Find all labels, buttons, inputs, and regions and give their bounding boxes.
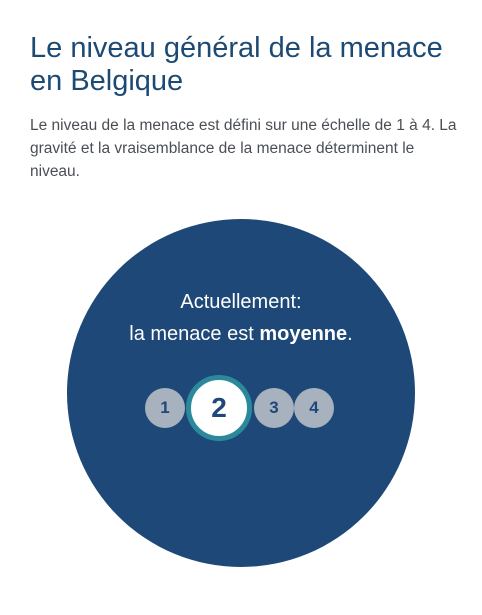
page-title: Le niveau général de la menace en Belgique — [30, 32, 443, 97]
status-suffix: . — [347, 323, 353, 345]
status-prefix: la menace est — [129, 323, 260, 345]
level-4-badge: 4 — [294, 388, 334, 428]
level-3-badge: 3 — [254, 388, 294, 428]
status-label: Actuellement: — [180, 291, 302, 313]
intro-text: Le niveau de la menace est défini sur une échelle de 1 à 4. La gravité et la vraisemblance de la menace déterminent le niveau. — [30, 117, 457, 180]
level-1-badge: 1 — [145, 388, 185, 428]
level-2-badge-active: 2 — [186, 375, 252, 441]
status-text — [67, 323, 415, 346]
threat-level-circle — [67, 219, 415, 567]
current-level-name: moyenne — [259, 323, 348, 345]
